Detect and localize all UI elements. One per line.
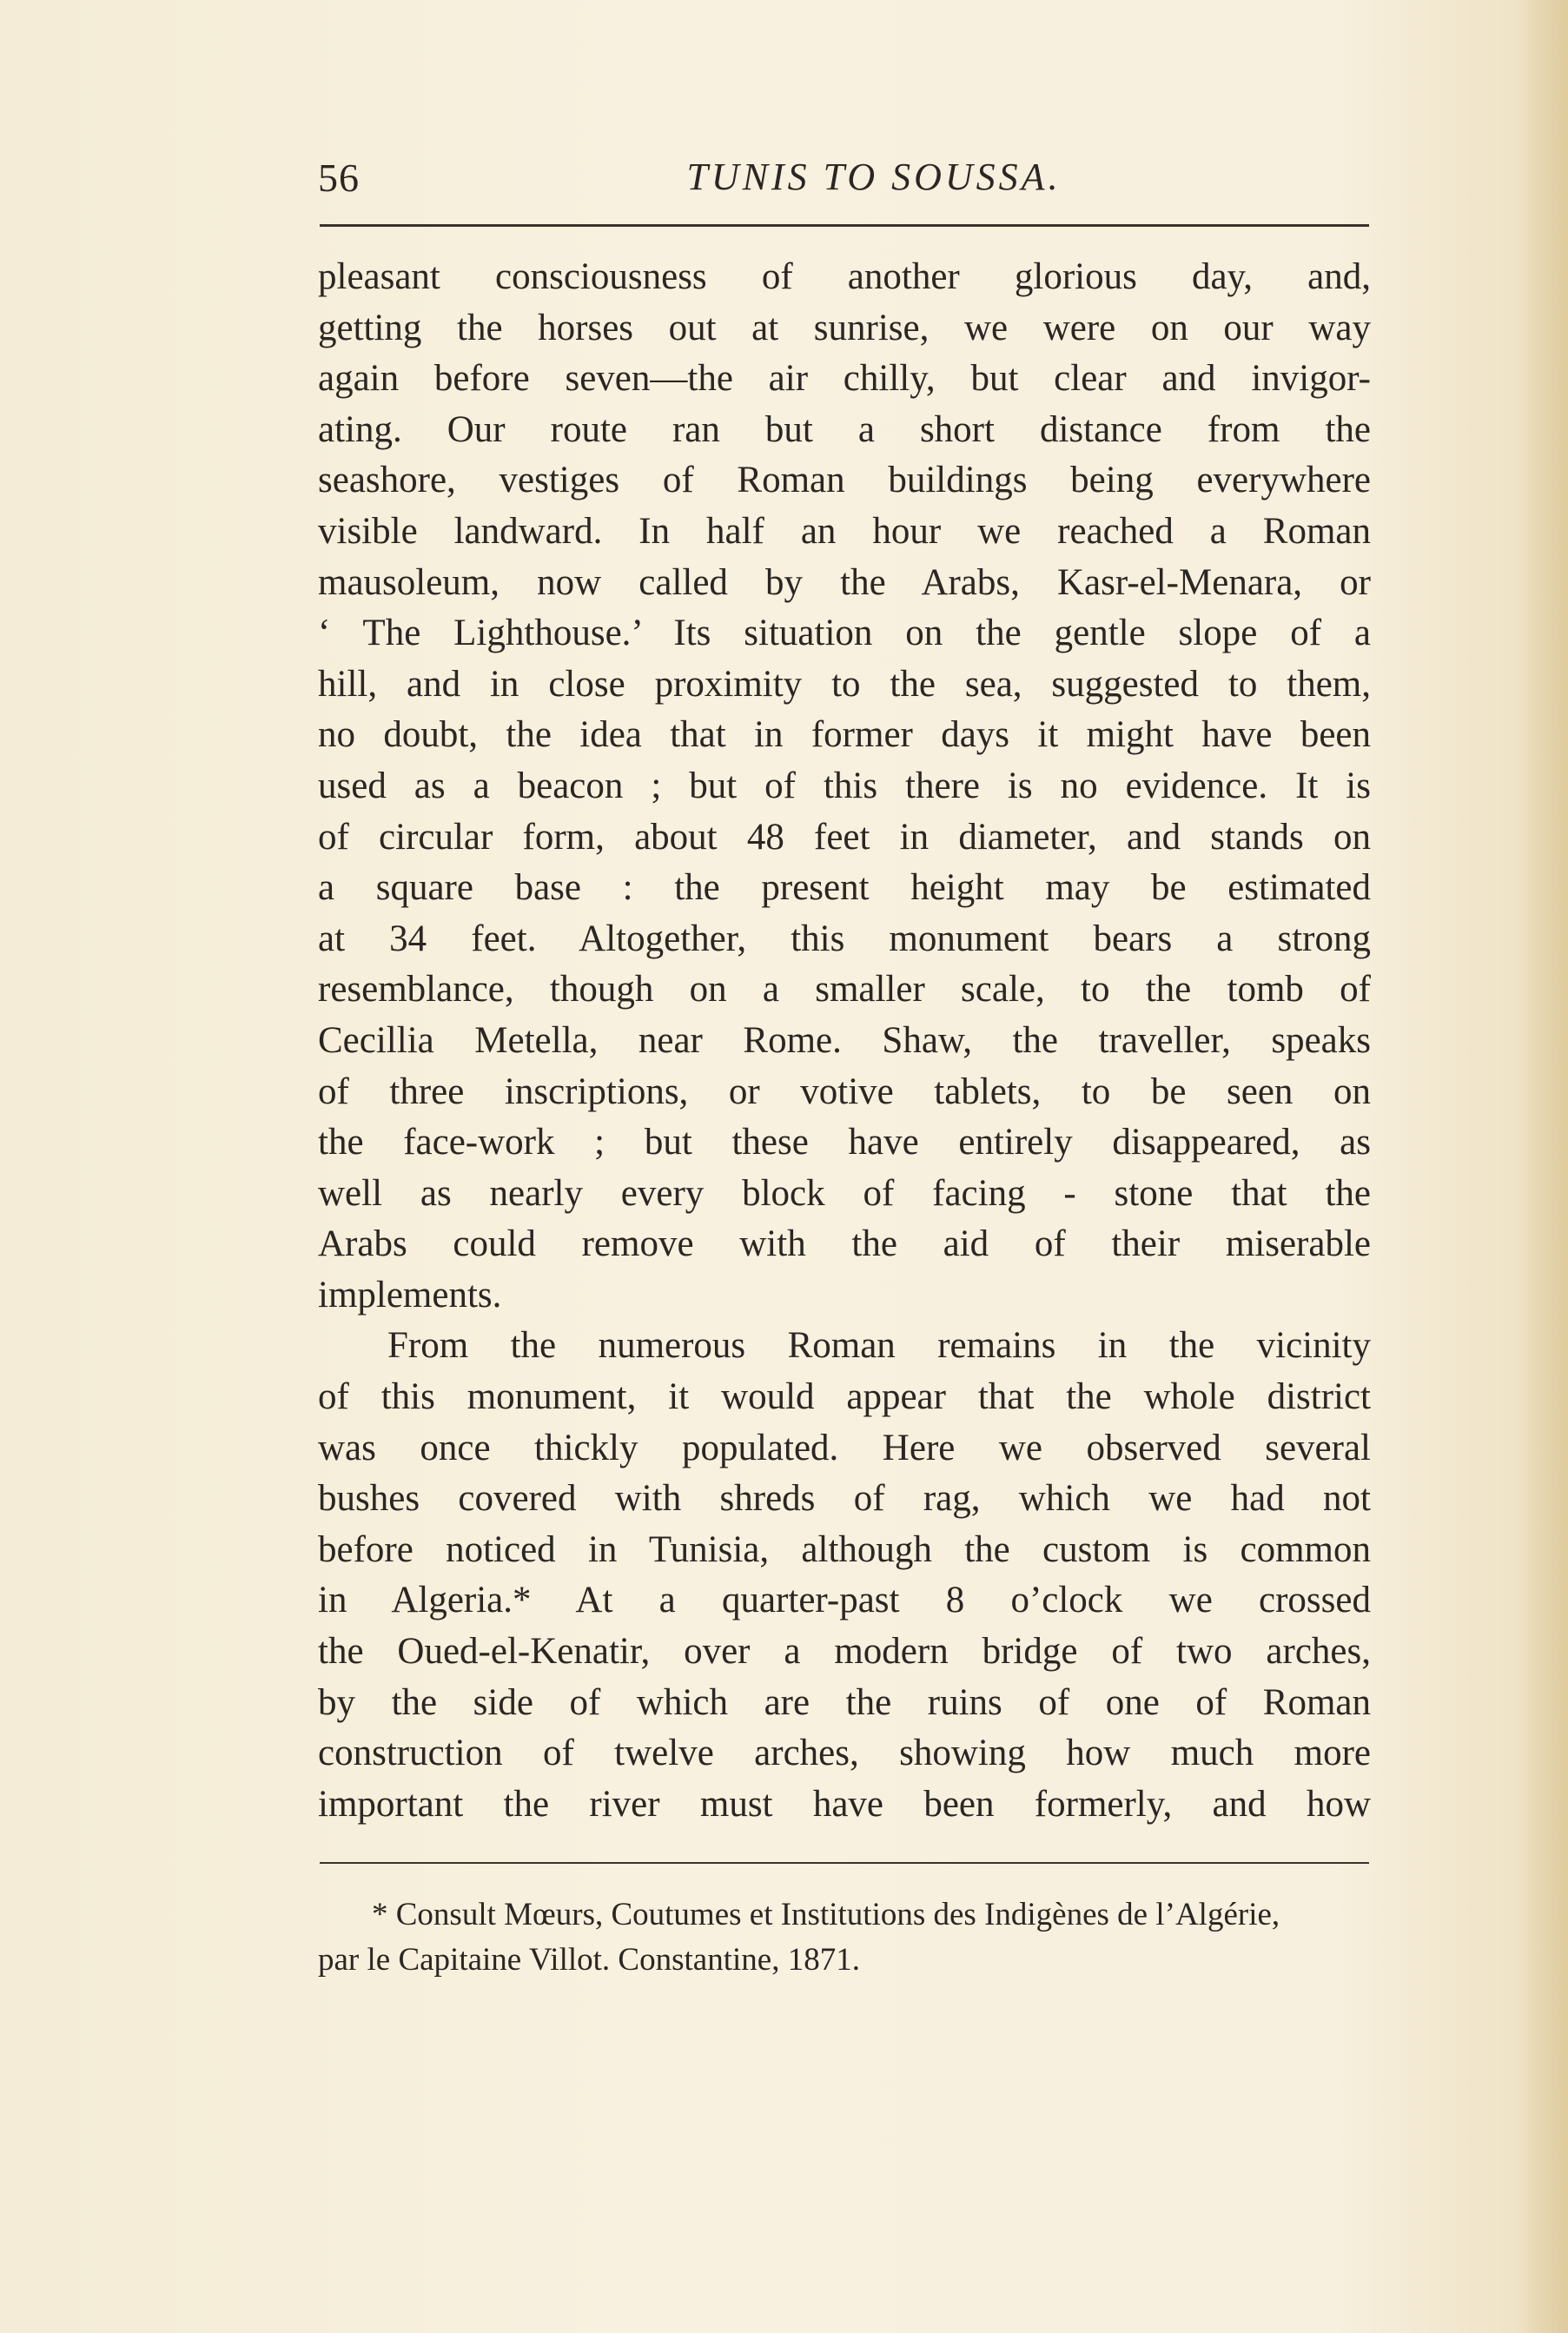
footnote bbox=[318, 1892, 1371, 1983]
text-line: hill, and in close proximity to the sea, suggested to them, bbox=[318, 663, 1371, 705]
text-line: of three inscriptions, or votive tablets, to be seen on bbox=[318, 1070, 1371, 1112]
text-line: construction of twelve arches, showing how much more bbox=[318, 1733, 1371, 1774]
page-number: 56 bbox=[318, 156, 360, 200]
text-line: the face-work ; but these have entirely disappeared, as bbox=[318, 1122, 1371, 1163]
text-line: of circular form, about 48 feet in diameter, and stands on bbox=[318, 816, 1371, 858]
paragraph-start-line: From the numerous Roman remains in the vicinity bbox=[387, 1325, 1371, 1367]
text-line: getting the horses out at sunrise, we were on our way bbox=[318, 307, 1371, 348]
running-title: TUNIS TO SOUSSA. bbox=[686, 156, 1062, 198]
text-line: in Algeria.* At a quarter-past 8 o’clock we crossed bbox=[318, 1580, 1371, 1621]
text-line: of this monument, it would appear that the whole district bbox=[318, 1376, 1371, 1418]
text-line: a square base : the present height may be estimated bbox=[318, 867, 1371, 909]
text-line: Arabs could remove with the aid of their miserable bbox=[318, 1223, 1371, 1265]
text-line: ating. Our route ran but a short distance from the bbox=[318, 408, 1371, 450]
text-line: used as a beacon ; but of this there is no evidence. It is bbox=[318, 765, 1371, 806]
page-edge-shadow bbox=[1516, 0, 1568, 2333]
text-line: no doubt, the idea that in former days it might have been bbox=[318, 714, 1371, 756]
text-line: resemblance, though on a smaller scale, to the tomb of bbox=[318, 969, 1371, 1011]
text-line: important the river must have been formerly, and how bbox=[318, 1783, 1371, 1825]
footnote-line: par le Capitaine Villot. Constantine, 1871. bbox=[318, 1942, 860, 1978]
footnote-line: * Consult Mœurs, Coutumes et Institutions des Indigènes de l’Algérie, bbox=[372, 1897, 1280, 1932]
header-rule bbox=[320, 224, 1369, 227]
text-line: the Oued-el-Kenatir, over a modern bridge of two arches, bbox=[318, 1631, 1371, 1673]
text-line: was once thickly populated. Here we observed several bbox=[318, 1427, 1371, 1468]
body-text bbox=[318, 252, 1371, 1830]
text-line: Cecillia Metella, near Rome. Shaw, the traveller, speaks bbox=[318, 1019, 1371, 1061]
text-line: visible landward. In half an hour we reached a Roman bbox=[318, 510, 1371, 552]
text-line: bushes covered with shreds of rag, which we had not bbox=[318, 1478, 1371, 1520]
text-line: before noticed in Tunisia, although the custom is common bbox=[318, 1528, 1371, 1570]
text-line: pleasant consciousness of another glorious day, and, bbox=[318, 256, 1371, 297]
text-line: at 34 feet. Altogether, this monument bears a strong bbox=[318, 918, 1371, 959]
text-line: seashore, vestiges of Roman buildings being everywhere bbox=[318, 460, 1371, 501]
text-line: well as nearly every block of facing - stone that the bbox=[318, 1172, 1371, 1214]
text-line: mausoleum, now called by the Arabs, Kasr-el-Menara, or bbox=[318, 561, 1371, 603]
footnote-rule bbox=[320, 1862, 1369, 1864]
running-head bbox=[318, 155, 1369, 207]
paragraph-end-line: implements. bbox=[318, 1274, 502, 1316]
text-line: again before seven—the air chilly, but clear and invigor- bbox=[318, 358, 1371, 400]
text-line: ‘ The Lighthouse.’ Its situation on the gentle slope of a bbox=[318, 613, 1371, 654]
text-line: by the side of which are the ruins of one of Roman bbox=[318, 1681, 1371, 1723]
